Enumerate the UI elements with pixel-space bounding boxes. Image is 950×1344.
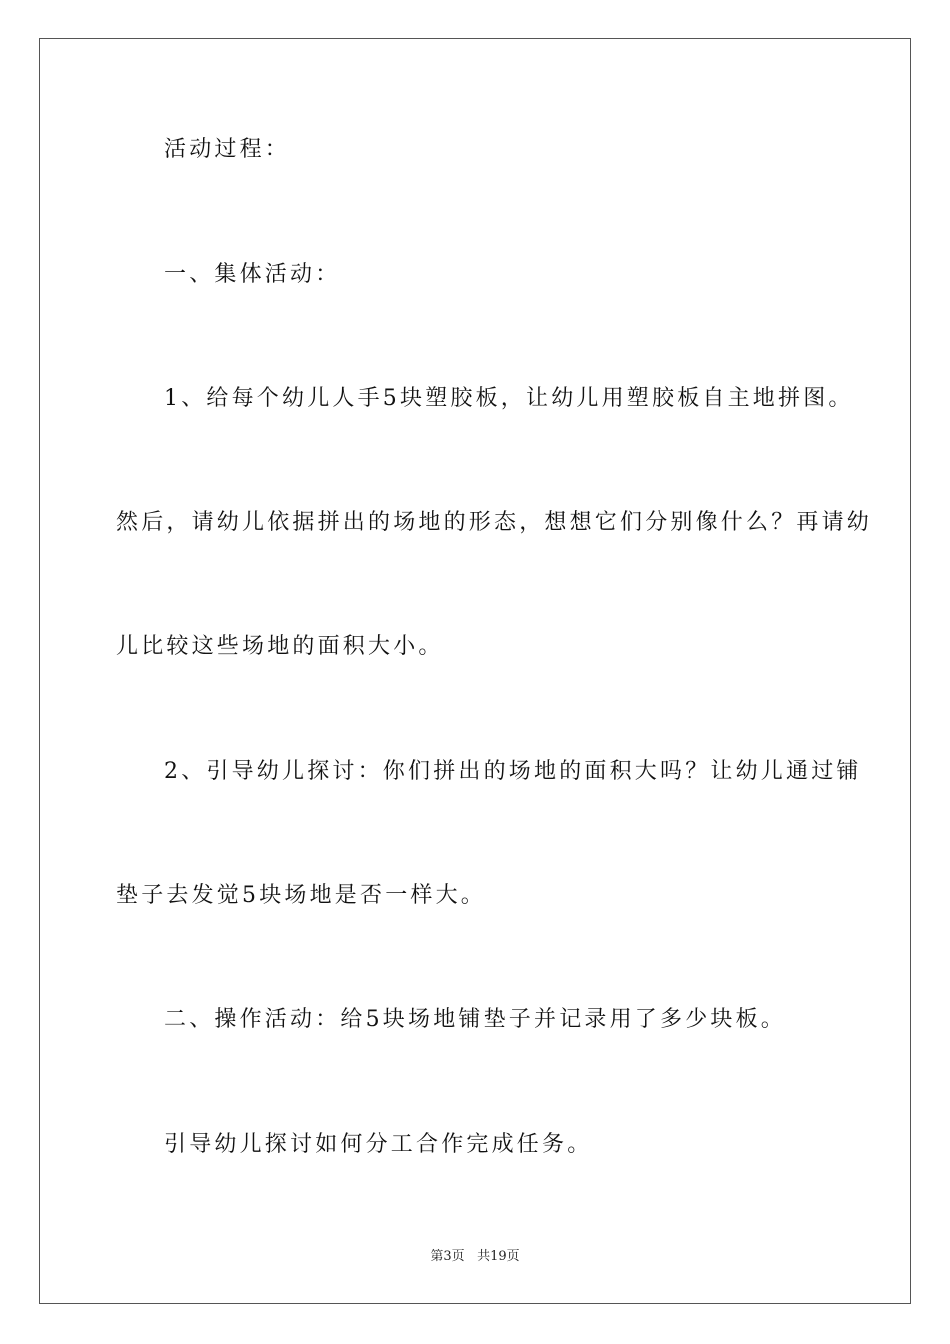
paragraph-line: 垫子去发觉5块场地是否一样大。: [116, 883, 486, 908]
paragraph-line: 引导幼儿探讨如何分工合作完成任务。: [164, 1132, 593, 1157]
heading-group-activity: 一、集体活动：: [164, 262, 341, 287]
heading-operation-activity: 二、操作活动：给5块场地铺垫子并记录用了多少块板。: [164, 1007, 786, 1032]
page-footer: [0, 1249, 950, 1265]
page-total: 共19页: [477, 1249, 520, 1264]
page-border: [39, 38, 911, 1304]
page-number: 第3页: [430, 1249, 465, 1264]
paragraph-line: 1、给每个幼儿人手5块塑胶板，让幼儿用塑胶板自主地拼图。: [164, 386, 854, 411]
paragraph-line: 2、引导幼儿探讨：你们拼出的场地的面积大吗？让幼儿通过铺: [164, 759, 862, 784]
paragraph-line: 儿比较这些场地的面积大小。: [116, 634, 444, 659]
heading-activity-process: 活动过程：: [164, 137, 291, 162]
paragraph-line: 然后，请幼儿依据拼出的场地的形态，想想它们分别像什么？再请幼: [116, 510, 873, 535]
